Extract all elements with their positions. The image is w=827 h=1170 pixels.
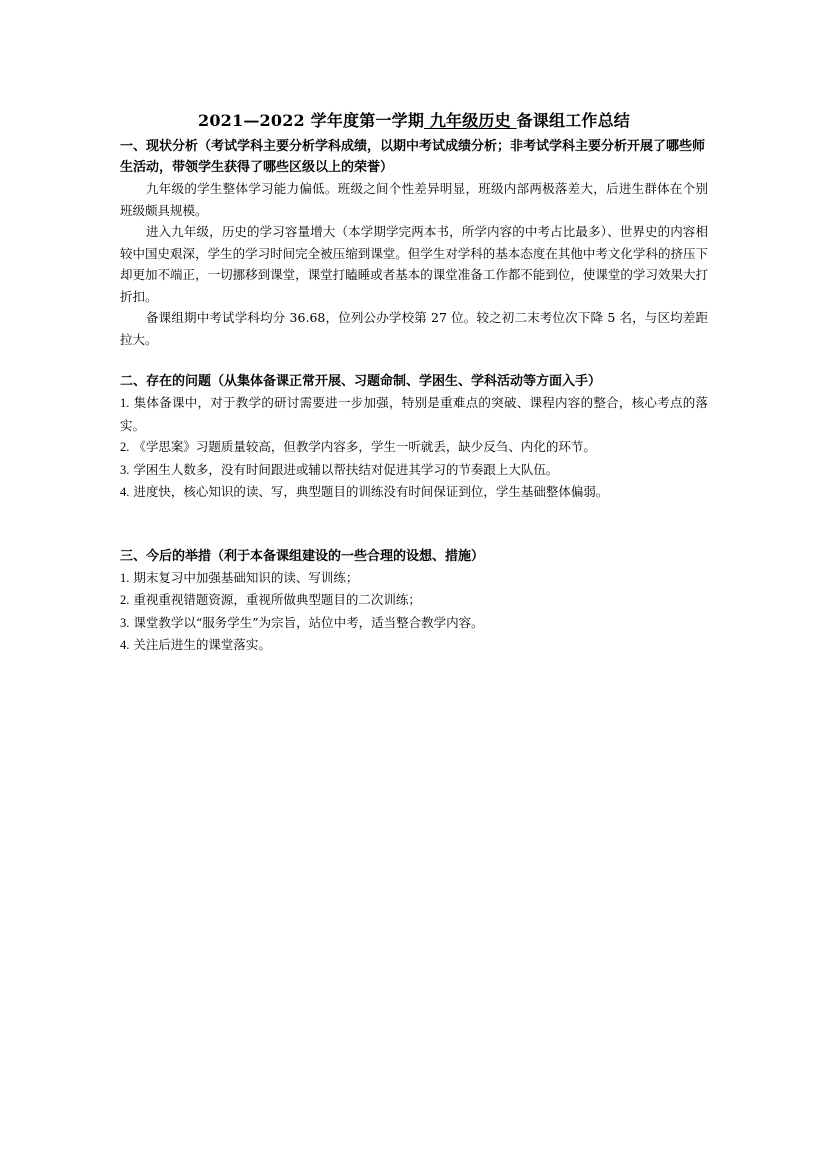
item-number: 4. <box>120 485 130 499</box>
item-number: 3. <box>120 462 130 477</box>
item-number: 4. <box>120 638 130 652</box>
section3-item-2 <box>120 589 708 612</box>
item-number: 1. <box>120 396 130 410</box>
section2-heading: 二、存在的问题（从集体备课正常开展、习题命制、学困生、学科活动等方面入手） <box>120 374 602 389</box>
item-number: 3. <box>120 615 130 630</box>
item-text: 《学思案》习题质量较高，但教学内容多，学生一听就丢，缺少反刍、内化的环节。 <box>133 439 596 454</box>
section1-paragraph-1: 九年级的学生整体学习能力偏低。班级之间个性差异明显，班级内部两极落差大，后进生群体在个别班级颇具规模。 <box>120 181 708 218</box>
item-text: 重视重视错题资源，重视所做典型题目的二次训练； <box>133 592 421 607</box>
section3-item-1 <box>120 567 708 590</box>
item-text: 进度快，核心知识的读、写，典型题目的训练没有时间保证到位，学生基础整体偏弱。 <box>133 484 609 499</box>
item-text: 集体备课中，对于教学的研讨需要进一步加强，特别是重难点的突破、课程内容的整合，核心考点的落实。 <box>120 395 708 433</box>
section1-paragraph-3: 备课组期中考试学科均分 36.68，位列公办学校第 27 位。较之初二末考位次下降 5 名，与区均差距拉大。 <box>120 310 708 347</box>
section2-item-1 <box>120 392 708 436</box>
document-title <box>120 110 708 132</box>
section1-heading: 一、现状分析（考试学科主要分析学科成绩，以期中考试成绩分析；非考试学科主要分析开展了哪些师生活动，带领学生获得了哪些区级以上的荣誉） <box>120 139 706 175</box>
spacer <box>120 350 708 371</box>
section2-item-2 <box>120 436 708 459</box>
title-prefix: 2021—2022 学年度第一学期 <box>198 111 425 130</box>
section3-heading: 三、今后的举措（利于本备课组建设的一些合理的设想、措施） <box>120 548 485 564</box>
item-text: 关注后进生的课堂落实。 <box>133 637 271 652</box>
item-number: 1. <box>120 570 130 585</box>
item-text: 期末复习中加强基础知识的读、写训练； <box>133 569 359 585</box>
section2-item-3 <box>120 459 708 482</box>
section2-item-4 <box>120 481 708 504</box>
section1-paragraph-2: 进入九年级，历史的学习容量增大（本学期学完两本书，所学内容的中考占比最多）、世界史的内容相较中国史艰深，学生的学习时间完全被压缩到课堂。但学生对学科的基本态度在其他中考文化学科的挤压下却更加不端正，一切挪移到课堂，课堂打瞌睡或者基本的课堂准备工作都不能到位，使课堂的学习效果大打折扣。 <box>120 224 708 304</box>
spacer <box>120 504 708 546</box>
item-number: 2. <box>120 593 130 607</box>
item-text: 课堂教学以“服务学生”为宗旨，站位中考，适当整合教学内容。 <box>133 614 484 630</box>
title-subject-underlined: 九年级历史 <box>424 111 517 130</box>
title-suffix: 备课组工作总结 <box>516 111 630 130</box>
item-number: 2. <box>120 440 130 454</box>
document-body <box>120 110 708 657</box>
section3-item-4 <box>120 634 708 657</box>
item-text: 学困生人数多，没有时间跟进或辅以帮扶结对促进其学习的节奏跟上大队伍。 <box>133 461 559 477</box>
section3-item-3 <box>120 612 708 635</box>
